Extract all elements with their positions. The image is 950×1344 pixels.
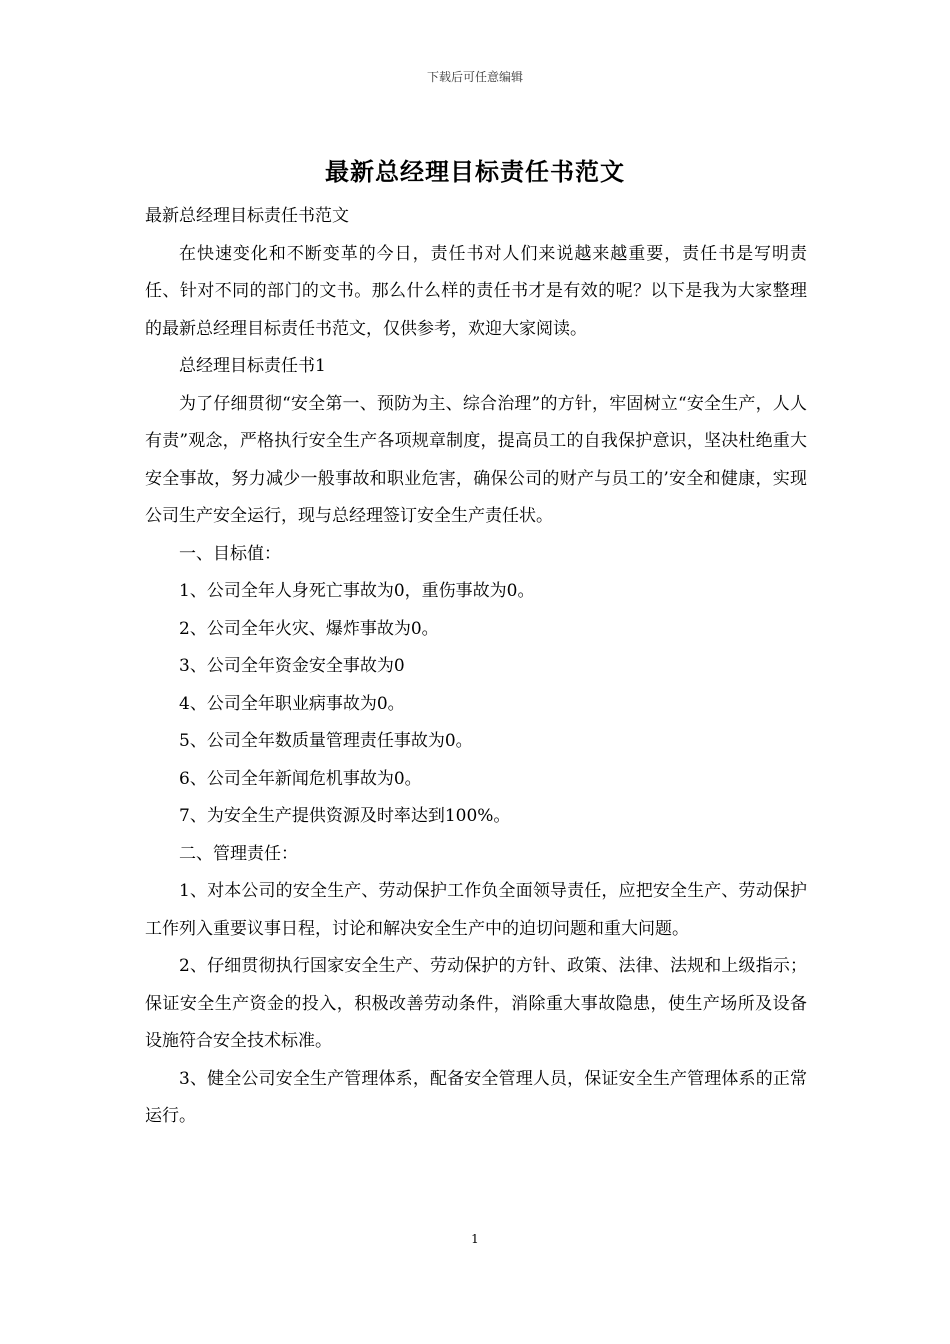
list-item: 1、对本公司的安全生产、劳动保护工作负全面领导责任，应把安全生产、劳动保护工作列入重要议事日程，讨论和解决安全生产中的迫切问题和重大问题。 <box>145 881 807 939</box>
list-item: 4、公司全年职业病事故为0。 <box>179 693 405 714</box>
page-number: 1 <box>471 1232 479 1246</box>
header-note: 下载后可任意编辑 <box>426 70 523 84</box>
section-heading: 总经理目标责任书1 <box>179 356 326 376</box>
intro-paragraph: 在快速变化和不断变革的今日，责任书对人们来说越来越重要，责任书是写明责任、针对不同的部门的文书。那么什么样的责任书才是有效的呢？以下是我为大家整理的最新总经理目标责任书范文，仅供参考，欢迎大家阅读。 <box>145 243 807 339</box>
list-heading: 一、目标值： <box>179 543 281 564</box>
list-item: 5、公司全年数质量管理责任事故为0。 <box>179 731 473 751</box>
list-item: 6、公司全年新闻危机事故为0。 <box>179 768 422 789</box>
list-item: 2、公司全年火灾、爆炸事故为0。 <box>179 618 439 639</box>
list-item: 7、为安全生产提供资源及时率达到100%。 <box>179 806 511 826</box>
list-item: 3、公司全年资金安全事故为0 <box>179 656 405 676</box>
subtitle-paragraph: 最新总经理目标责任书范文 <box>145 206 349 226</box>
document-body <box>145 198 807 1136</box>
document-title: 最新总经理目标责任书范文 <box>325 157 625 186</box>
list-item: 1、公司全年人身死亡事故为0，重伤事故为0。 <box>179 581 535 601</box>
list-item: 2、仔细贯彻执行国家安全生产、劳动保护的方针、政策、法律、法规和上级指示；保证安全生产资金的投入，积极改善劳动条件，消除重大事故隐患，使生产场所及设备设施符合安全技术标准。 <box>145 956 807 1051</box>
list-item: 3、健全公司安全生产管理体系，配备安全管理人员，保证安全生产管理体系的正常运行。 <box>145 1068 807 1126</box>
body-paragraph: 为了仔细贯彻“安全第一、预防为主、综合治理”的方针，牢固树立“安全生产，人人有责”观念，严格执行安全生产各项规章制度，提高员工的自我保护意识，坚决杜绝重大安全事故，努力减少一般事故和职业危害，确保公司的财产与员工的’安全和健康，实现公司生产安全运行，现与总经理签订安全生产责任状。 <box>145 393 807 526</box>
list-heading: 二、管理责任： <box>179 843 298 864</box>
